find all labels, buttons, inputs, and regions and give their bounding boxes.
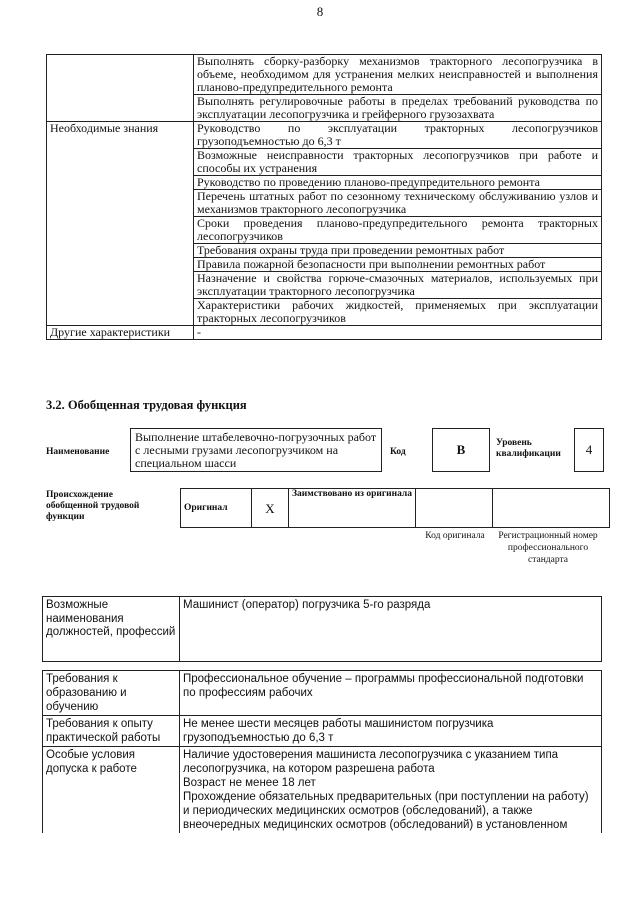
knowledge-table <box>46 54 602 340</box>
origin-table <box>180 488 610 528</box>
code-label: Код <box>390 447 406 457</box>
knowledge-item-5: Сроки проведения планово-предупредительного ремонта тракторных лесопогрузчиков <box>194 217 602 244</box>
knowledge-item-3: Руководство по проведению планово-предупредительного ремонта <box>194 176 602 190</box>
positions-value: Машинист (оператор) погрузчика 5-го разряда <box>180 597 602 662</box>
origin-code-caption: Код оригинала <box>425 531 485 541</box>
table-row <box>181 489 610 528</box>
code-value-box: B <box>432 428 490 472</box>
knowledge-item-8: Назначение и свойства горюче-смазочных материалов, используемых при эксплуатации тракторного лесопогрузчика <box>194 272 602 299</box>
knowledge-item-1: Руководство по эксплуатации тракторных лесопогрузчиков грузоподъемностью до 6,3 т <box>194 122 602 149</box>
knowledge-item-2: Возможные неисправности тракторных лесопогрузчиков при работе и способы их устранения <box>194 149 602 176</box>
experience-label: Требования к опыту практической работы <box>43 716 180 747</box>
registration-number-cell <box>493 489 610 528</box>
row-label-knowledge: Необходимые знания <box>47 122 194 326</box>
table-row <box>47 326 602 340</box>
experience-value: Не менее шести месяцев работы машинистом погрузчика грузоподъемностью до 6,3 т <box>180 716 602 747</box>
education-value: Профессиональное обучение – программы профессиональной подготовки по профессиям рабочих <box>180 671 602 716</box>
registration-caption: Регистрационный номер профессионального стандарта <box>498 531 598 565</box>
origin-code-cell <box>416 489 493 528</box>
requirements-table <box>42 670 602 833</box>
education-label: Требования к образованию и обучению <box>43 671 180 716</box>
row-label-other: Другие характеристики <box>47 326 194 340</box>
knowledge-item-7: Правила пожарной безопасности при выполнении ремонтных работ <box>194 258 602 272</box>
name-label: Наименование <box>46 447 110 457</box>
knowledge-item-9: Характеристики рабочих жидкостей, применяемых при эксплуатации тракторных лесопогрузчиков <box>194 299 602 326</box>
level-label: Уровень квалификации <box>496 438 561 459</box>
row-label-empty <box>47 55 194 122</box>
table-row <box>43 716 602 747</box>
original-label: Оригинал <box>181 489 252 528</box>
admission-item-3: Прохождение обязательных предварительных (при поступлении на работу) и периодических медицинских осмотров (обследований), а также внеочередных медицинских осмотров (обследований) в установленном <box>183 791 589 831</box>
skill-item-1: Выполнять сборку-разборку механизмов тракторного лесопогрузчика в объеме, необходимом для устранения мелких неисправностей и выполнения планово-предупредительного ремонта <box>194 55 602 95</box>
page-number: 8 <box>316 4 324 19</box>
table-row <box>43 747 602 834</box>
knowledge-item-4: Перечень штатных работ по сезонному техническому обслуживанию узлов и механизмов тракторного лесопогрузчика <box>194 190 602 217</box>
section-heading: 3.2. Обобщенная трудовая функция <box>46 398 247 412</box>
knowledge-item-6: Требования охраны труда при проведении ремонтных работ <box>194 244 602 258</box>
borrowed-label: Заимствовано из оригинала <box>289 489 416 528</box>
origin-label: Происхождение обобщенной трудовой функции <box>46 490 140 522</box>
admission-item-2: Возраст не менее 18 лет <box>183 777 316 789</box>
table-row <box>43 597 602 662</box>
table-row <box>47 55 602 95</box>
function-name-box: Выполнение штабелевочно-погрузочных работ с лесными грузами лесопогрузчиком на специальном шасси <box>130 428 382 472</box>
other-value: - <box>194 326 602 340</box>
admission-label: Особые условия допуска к работе <box>43 747 180 834</box>
positions-label: Возможные наименования должностей, профессий <box>43 597 180 662</box>
table-row <box>43 671 602 716</box>
positions-table <box>42 596 602 662</box>
admission-values <box>180 747 602 834</box>
original-mark: X <box>252 489 289 528</box>
skill-item-2: Выполнять регулировочные работы в пределах требований руководства по эксплуатации лесопогрузчика и грейферного грузозахвата <box>194 95 602 122</box>
level-value-box: 4 <box>574 428 604 472</box>
admission-item-1: Наличие удостоверения машиниста лесопогрузчика с указанием типа лесопогрузчика, на котором разрешена работа <box>183 749 559 775</box>
table-row <box>47 122 602 149</box>
